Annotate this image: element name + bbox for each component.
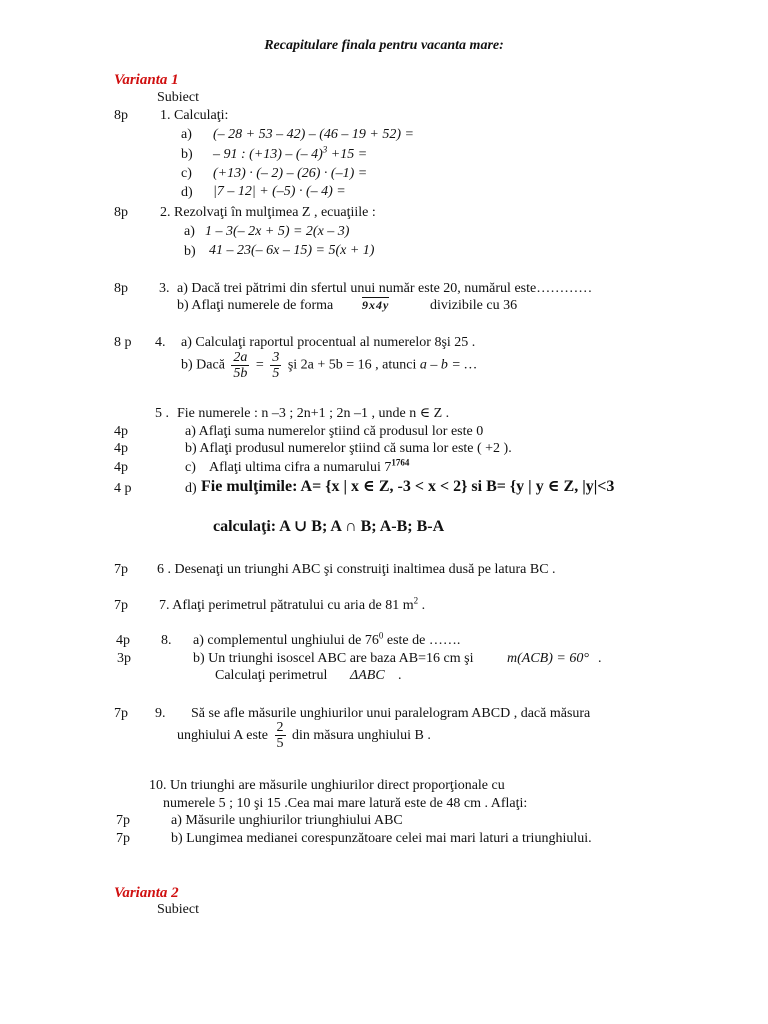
q1-d-expr: |7 – 12| + (–5) · (– 4) = (213, 184, 346, 199)
q4-fraction-1 (231, 350, 249, 381)
q8-b-points: 3p (117, 651, 131, 666)
q3-overline-number: 9x4y (362, 298, 390, 312)
q9-f-den: 5 (276, 736, 284, 752)
q9-text: Să se afle măsurile unghiurilor unui paralelogram ABCD , dacă măsura (191, 706, 591, 721)
variant-1-label: Varianta 1 (114, 72, 179, 88)
q5-d-line2: calculaţi: A ∪ B; A ∩ B; A-B; B-A (213, 518, 445, 535)
q2-a-expr: 1 – 3(– 2x + 5) = 2(x – 3) (205, 224, 350, 239)
q3-b-text: b) Aflaţi numerele de forma (177, 298, 334, 313)
q7-line (159, 595, 426, 614)
q5-c-label: c) (185, 460, 196, 475)
q5-a-text: a) Aflaţi suma numerelor ştiind că produsul lor este 0 (185, 424, 484, 439)
q5-text: Fie numerele : n –3 ; 2n+1 ; 2n –1 , unde n ∈ Z . (177, 406, 450, 421)
q5-b-points: 4p (114, 441, 128, 456)
q5-c-body: Aflaţi ultima cifra a numarului 7 (209, 460, 392, 475)
q10-b-text: b) Lungimea medianei corespunzătoare celei mai mari laturi a triunghiului. (171, 831, 592, 846)
q4-b-post: a – b = … (419, 357, 477, 373)
q4-b-line (181, 350, 477, 381)
q5-a-points: 4p (114, 424, 128, 439)
q8-number: 8. (161, 633, 172, 648)
q5-c-points: 4p (114, 460, 128, 475)
q9-l2-post: din măsura unghiului B . (292, 728, 431, 743)
q10-text: 10. Un triunghi are măsurile unghiurilor direct proporţionale cu (149, 778, 505, 793)
q2-text: 2. Rezolvaţi în mulţimea Z , ecuaţiile : (160, 205, 376, 220)
q9-number: 9. (155, 706, 166, 721)
q4-f2-den: 5 (272, 366, 280, 381)
q1-b-expr-pre: – 91 : (+13) – (– 4) (213, 147, 323, 162)
q8-a-post: este de ……. (383, 633, 461, 648)
subiect-2-label: Subiect (157, 902, 199, 917)
q10-a-points: 7p (116, 813, 130, 828)
q4-number: 4. (155, 335, 166, 350)
q1-b-sup: 3 (322, 144, 328, 155)
q1-text: 1. Calculaţi: (160, 108, 229, 123)
q5-b-text: b) Aflaţi produsul numerelor ştiind că suma lor este ( +2 ). (185, 441, 512, 456)
q10-b-points: 7p (116, 831, 130, 846)
q7-text: 7. Aflaţi perimetrul pătratului cu aria de 81 m (159, 598, 414, 613)
q10-a-text: a) Măsurile unghiurilor triunghiului ABC (171, 813, 403, 828)
q8-a-line (193, 630, 461, 649)
q3-a-text: a) Dacă trei pătrimi din sfertul unui număr este 20, numărul este………… (177, 281, 593, 296)
q5-c-sup: 1764 (391, 457, 410, 468)
q5-d-points: 4 p (114, 481, 132, 496)
q2-b-expr: 41 – 23(– 6x – 15) = 5(x + 1) (209, 243, 375, 258)
q1-c-expr: (+13) · (– 2) – (26) · (–1) = (213, 166, 368, 181)
q8-c-text: Calculaţi perimetrul (215, 668, 328, 683)
q9-f-num: 2 (276, 720, 284, 736)
q1-b-label: b) (181, 147, 193, 162)
q8-b-text: b) Un triunghi isoscel ABC are baza AB=16 cm şi (193, 651, 474, 666)
q8-b-math: m(ACB) = 60° (507, 651, 589, 666)
q3-points: 8p (114, 281, 128, 296)
subiect-label: Subiect (157, 90, 199, 105)
q4-f1-den: 5b (233, 366, 248, 381)
q1-d-label: d) (181, 185, 193, 200)
q4-fraction-2 (270, 350, 281, 381)
q9-points: 7p (114, 706, 128, 721)
q5-d-label: d) (185, 481, 197, 496)
q1-b-expr-post: +15 = (327, 147, 368, 162)
q9-line2 (177, 720, 431, 752)
q1-a-label: a) (181, 127, 192, 142)
q3-number: 3. (159, 281, 170, 296)
q5-d-text: Fie mulţimile: A= {x | x ∈ Z, -3 < x < 2} si B= {y | y ∈ Z, |y|<3 (201, 478, 615, 495)
q1-points: 8p (114, 108, 128, 123)
q4-a-text: a) Calculaţi raportul procentual al numerelor 8şi 25 . (181, 335, 476, 350)
q6-points: 7p (114, 562, 128, 577)
q8-a-points: 4p (116, 633, 130, 648)
q7-sup: 2 (413, 595, 419, 606)
q4-b-mid: şi 2a + 5b = 16 , atunci (287, 357, 417, 373)
q2-a-label: a) (184, 224, 195, 239)
q6-text: 6 . Desenaţi un triunghi ABC şi construiţi inaltimea dusă pe latura BC . (157, 562, 556, 577)
q1-c-label: c) (181, 166, 192, 181)
q9-fraction (275, 720, 286, 751)
q1-b-expr (213, 144, 368, 163)
q9-l2-pre: unghiului A este (177, 728, 268, 743)
q4-f1-num: 2a (233, 350, 248, 365)
q8-a-sup: 0 (378, 630, 384, 641)
q4-points: 8 p (114, 335, 132, 350)
q4-eq: = (255, 357, 264, 373)
q4-b-pre: b) Dacă (181, 357, 225, 373)
variant-2-label: Varianta 2 (114, 885, 179, 901)
q5-c-text (209, 457, 410, 476)
q8-c-post: . (398, 668, 402, 683)
q8-b-post: . (598, 651, 602, 666)
q7-points: 7p (114, 598, 128, 613)
q4-f2-num: 3 (272, 350, 280, 365)
q2-b-label: b) (184, 244, 196, 259)
q2-points: 8p (114, 205, 128, 220)
page-title: Recapitulare finala pentru vacanta mare: (264, 38, 504, 53)
q8-c-math: ΔABC (350, 668, 385, 683)
q5-number: 5 . (155, 406, 169, 421)
q10-line2: numerele 5 ; 10 şi 15 .Cea mai mare latură este de 48 cm . Aflaţi: (163, 796, 528, 811)
q1-a-expr: (– 28 + 53 – 42) – (46 – 19 + 52) = (213, 127, 414, 142)
q3-b-post: divizibile cu 36 (430, 298, 518, 313)
q7-post: . (418, 598, 426, 613)
q8-a-text: a) complementul unghiului de 76 (193, 633, 379, 648)
